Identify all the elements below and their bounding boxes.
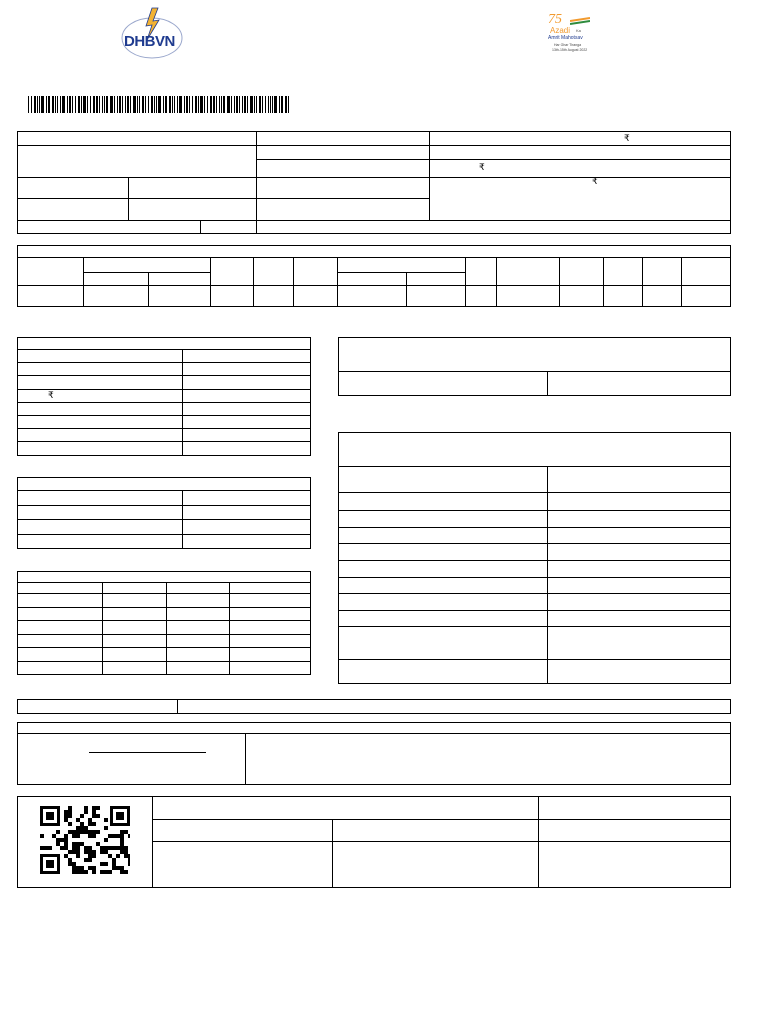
qr-module bbox=[40, 834, 44, 838]
qr-module bbox=[76, 818, 80, 822]
qr-module bbox=[84, 850, 88, 854]
qr-module bbox=[84, 810, 88, 814]
qr-module bbox=[104, 846, 108, 850]
qr-module bbox=[100, 870, 104, 874]
barcode-bar bbox=[52, 96, 54, 113]
barcode-bar bbox=[37, 96, 38, 113]
qr-module bbox=[80, 830, 84, 834]
barcode-bar bbox=[62, 96, 65, 113]
qr-module bbox=[72, 846, 76, 850]
qr-module bbox=[96, 806, 100, 810]
barcode-bar bbox=[60, 96, 61, 113]
amount-in-words-row bbox=[17, 699, 731, 714]
qr-module bbox=[76, 830, 80, 834]
qr-module bbox=[84, 826, 88, 830]
barcode-bar bbox=[265, 96, 266, 113]
barcode-bar bbox=[281, 96, 283, 113]
qr-module bbox=[88, 858, 92, 862]
barcode-bar bbox=[99, 96, 100, 113]
dhbvn-logo-text: DHBVN bbox=[124, 33, 175, 50]
qr-module bbox=[46, 812, 54, 820]
barcode-bar bbox=[195, 96, 197, 113]
barcode-bar bbox=[83, 96, 86, 113]
barcode-bar bbox=[192, 96, 193, 113]
qr-module bbox=[92, 870, 96, 874]
barcode-bar bbox=[137, 96, 138, 113]
barcode-bar bbox=[198, 96, 199, 113]
barcode-bar bbox=[200, 96, 203, 113]
qr-module bbox=[96, 830, 100, 834]
qr-module bbox=[76, 850, 80, 854]
qr-module bbox=[84, 830, 88, 834]
azadi-logo-line3: Amrit Mahotsav bbox=[548, 35, 583, 41]
qr-module bbox=[124, 850, 128, 854]
barcode-bar bbox=[179, 96, 182, 113]
qr-module bbox=[120, 866, 124, 870]
qr-module bbox=[68, 810, 72, 814]
barcode-bar bbox=[127, 96, 129, 113]
qr-module bbox=[88, 850, 92, 854]
qr-module bbox=[108, 846, 112, 850]
barcode-bar bbox=[158, 96, 161, 113]
qr-module bbox=[92, 830, 96, 834]
qr-module bbox=[68, 862, 72, 866]
barcode-bar bbox=[216, 96, 217, 113]
barcode-bar bbox=[272, 96, 273, 113]
qr-module bbox=[116, 834, 120, 838]
qr-module bbox=[92, 822, 96, 826]
qr-module bbox=[76, 834, 80, 838]
barcode-bar bbox=[67, 96, 68, 113]
barcode-bar bbox=[244, 96, 246, 113]
qr-module bbox=[72, 870, 76, 874]
qr-module bbox=[108, 854, 112, 858]
barcode-bar bbox=[102, 96, 103, 113]
qr-module bbox=[72, 842, 76, 846]
barcode-bar bbox=[172, 96, 173, 113]
qr-module bbox=[80, 822, 84, 826]
qr-module bbox=[88, 846, 92, 850]
barcode-bar bbox=[223, 96, 225, 113]
qr-module bbox=[72, 834, 76, 838]
barcode-bar bbox=[122, 96, 123, 113]
qr-module bbox=[120, 838, 124, 842]
qr-module bbox=[100, 846, 104, 850]
qr-module bbox=[76, 854, 80, 858]
barcode-bar bbox=[270, 96, 271, 113]
qr-module bbox=[48, 846, 52, 850]
barcode-bar bbox=[254, 96, 255, 113]
barcode-bar bbox=[268, 96, 270, 113]
qr-module bbox=[108, 834, 112, 838]
barcode-bar bbox=[104, 96, 105, 113]
qr-module bbox=[112, 834, 116, 838]
barcode-bar bbox=[250, 96, 253, 113]
qr-module bbox=[68, 806, 72, 810]
barcode-bar bbox=[57, 96, 58, 113]
qr-module bbox=[46, 860, 54, 868]
qr-module bbox=[120, 870, 124, 874]
consumption-history-table bbox=[17, 571, 311, 675]
qr-module bbox=[128, 834, 130, 838]
qr-module bbox=[80, 826, 84, 830]
qr-module bbox=[64, 838, 68, 842]
qr-module bbox=[92, 814, 96, 818]
qr-module bbox=[120, 842, 124, 846]
qr-module bbox=[128, 854, 130, 858]
qr-module bbox=[100, 850, 104, 854]
qr-module bbox=[104, 826, 108, 830]
qr-module bbox=[76, 826, 80, 830]
qr-module bbox=[92, 834, 96, 838]
qr-module bbox=[112, 846, 116, 850]
barcode-bar bbox=[90, 96, 91, 113]
rupee-symbol: ₹ bbox=[48, 390, 54, 400]
barcode-bar bbox=[34, 96, 36, 113]
qr-module bbox=[116, 866, 120, 870]
qr-module bbox=[84, 870, 88, 874]
qr-module bbox=[108, 870, 112, 874]
barcode-bar bbox=[125, 96, 126, 113]
barcode-bar bbox=[204, 96, 205, 113]
qr-module bbox=[116, 812, 124, 820]
qr-module bbox=[56, 842, 60, 846]
bill-details-table bbox=[17, 337, 311, 456]
barcode-bar bbox=[110, 96, 113, 113]
meter-reading-table bbox=[17, 245, 731, 307]
barcode-bar bbox=[210, 96, 212, 113]
notice-box bbox=[17, 722, 731, 785]
azadi-logo bbox=[540, 12, 602, 56]
azadi-logo-line4: Har Ghar Tiranga bbox=[554, 43, 582, 47]
qr-module bbox=[84, 858, 88, 862]
rupee-symbol: ₹ bbox=[479, 162, 485, 172]
qr-module bbox=[88, 818, 92, 822]
qr-module bbox=[44, 846, 48, 850]
barcode-bar bbox=[96, 96, 98, 113]
qr-module bbox=[64, 834, 68, 838]
qr-module bbox=[64, 810, 68, 814]
barcode-bar bbox=[177, 96, 178, 113]
barcode-bar bbox=[87, 96, 88, 113]
barcode-bar bbox=[236, 96, 238, 113]
azadi-logo-line1: Azadi bbox=[550, 26, 571, 35]
qr-module bbox=[92, 854, 96, 858]
barcode-bar bbox=[93, 96, 95, 113]
qr-module bbox=[104, 850, 108, 854]
barcode-bar bbox=[145, 96, 146, 113]
qr-module bbox=[104, 838, 108, 842]
barcode-bar bbox=[46, 96, 47, 113]
barcode-bar bbox=[154, 96, 155, 113]
qr-module bbox=[96, 814, 100, 818]
qr-module bbox=[56, 830, 60, 834]
qr-module bbox=[92, 810, 96, 814]
qr-module bbox=[120, 846, 124, 850]
rupee-symbol: ₹ bbox=[592, 176, 598, 186]
qr-module bbox=[120, 830, 124, 834]
qr-module bbox=[64, 846, 68, 850]
barcode-bar bbox=[139, 96, 140, 113]
qr-module bbox=[112, 866, 116, 870]
qr-module bbox=[88, 822, 92, 826]
consumer-info-table bbox=[17, 131, 731, 234]
barcode-bar bbox=[256, 96, 257, 113]
barcode-bar bbox=[169, 96, 171, 113]
qr-module bbox=[124, 870, 128, 874]
barcode-bar bbox=[41, 96, 44, 113]
qr-module bbox=[80, 870, 84, 874]
qr-module bbox=[124, 846, 128, 850]
azadi-logo-number: 75 bbox=[548, 12, 562, 27]
qr-module bbox=[64, 814, 68, 818]
payment-info-box bbox=[338, 337, 731, 396]
qr-module bbox=[84, 806, 88, 810]
qr-module bbox=[104, 870, 108, 874]
qr-module bbox=[56, 838, 60, 842]
qr-module bbox=[64, 818, 68, 822]
qr-module bbox=[72, 850, 76, 854]
qr-module bbox=[72, 866, 76, 870]
barcode-bar bbox=[174, 96, 175, 113]
qr-module bbox=[84, 846, 88, 850]
barcode-bar bbox=[72, 96, 73, 113]
qr-module bbox=[64, 842, 68, 846]
qr-module bbox=[68, 858, 72, 862]
barcode-bar bbox=[78, 96, 80, 113]
azadi-logo-line5: 13th-15th August 2022 bbox=[552, 48, 588, 52]
qr-module bbox=[68, 814, 72, 818]
rupee-symbol: ₹ bbox=[624, 133, 630, 143]
barcode-bar bbox=[221, 96, 222, 113]
qr-module bbox=[124, 854, 128, 858]
qr-module bbox=[76, 870, 80, 874]
qr-module bbox=[104, 818, 108, 822]
barcode-bar bbox=[274, 96, 277, 113]
qr-module bbox=[128, 862, 130, 866]
qr-module bbox=[128, 858, 130, 862]
qr-module bbox=[60, 838, 64, 842]
qr-module bbox=[120, 834, 124, 838]
barcode-bar bbox=[285, 96, 287, 113]
qr-code-icon bbox=[40, 806, 130, 874]
qr-module bbox=[88, 854, 92, 858]
qr-module bbox=[68, 850, 72, 854]
qr-module bbox=[80, 842, 84, 846]
barcode-bar bbox=[231, 96, 232, 113]
barcode-bar bbox=[81, 96, 82, 113]
qr-module bbox=[76, 842, 80, 846]
qr-module bbox=[68, 830, 72, 834]
qr-module bbox=[92, 850, 96, 854]
barcode-bar bbox=[165, 96, 167, 113]
qr-module bbox=[100, 862, 104, 866]
barcode-bar bbox=[219, 96, 220, 113]
barcode-bar bbox=[151, 96, 153, 113]
barcode-bar bbox=[119, 96, 121, 113]
qr-module bbox=[96, 842, 100, 846]
barcode-bar bbox=[163, 96, 164, 113]
barcode-bar bbox=[279, 96, 280, 113]
barcode-bar bbox=[39, 96, 40, 113]
qr-module bbox=[124, 830, 128, 834]
barcode-bar bbox=[288, 96, 289, 113]
barcode-bar bbox=[259, 96, 261, 113]
qr-module bbox=[88, 830, 92, 834]
barcode-bar bbox=[75, 96, 76, 113]
barcode-bar bbox=[213, 96, 215, 113]
barcode-bar bbox=[130, 96, 131, 113]
dhbvn-logo bbox=[112, 6, 192, 64]
azadi-ka-amrit-mahotsav-logo-icon bbox=[570, 16, 590, 26]
qr-module bbox=[88, 834, 92, 838]
qr-module bbox=[88, 866, 92, 870]
qr-module bbox=[76, 866, 80, 870]
qr-module bbox=[116, 854, 120, 858]
qr-module bbox=[92, 806, 96, 810]
qr-module bbox=[40, 846, 44, 850]
barcode-bar bbox=[31, 96, 32, 113]
qr-module bbox=[60, 846, 64, 850]
qr-module bbox=[112, 858, 116, 862]
signature-line bbox=[89, 752, 206, 753]
barcode-bar bbox=[234, 96, 235, 113]
barcode-bar bbox=[247, 96, 248, 113]
barcode-bar bbox=[48, 96, 50, 113]
charges-breakup-table bbox=[338, 432, 731, 684]
barcode-bar bbox=[184, 96, 185, 113]
barcode-bar bbox=[186, 96, 188, 113]
qr-module bbox=[52, 834, 56, 838]
barcode-bar bbox=[142, 96, 144, 113]
barcode-bar bbox=[133, 96, 136, 113]
barcode-bar bbox=[227, 96, 230, 113]
barcode-bar bbox=[28, 96, 29, 113]
qr-module bbox=[64, 854, 68, 858]
barcode-bar bbox=[189, 96, 190, 113]
barcode-bar bbox=[156, 96, 157, 113]
barcode-bar bbox=[114, 96, 115, 113]
qr-module bbox=[72, 862, 76, 866]
barcode-bar bbox=[117, 96, 118, 113]
qr-module bbox=[92, 866, 96, 870]
qr-module bbox=[72, 830, 76, 834]
qr-module bbox=[116, 846, 120, 850]
barcode-icon bbox=[28, 96, 290, 113]
qr-module bbox=[120, 850, 124, 854]
qr-module bbox=[80, 814, 84, 818]
qr-module bbox=[68, 822, 72, 826]
qr-module bbox=[112, 862, 116, 866]
arrears-table bbox=[17, 477, 311, 549]
barcode-bar bbox=[262, 96, 263, 113]
barcode-bar bbox=[148, 96, 149, 113]
barcode-bar bbox=[106, 96, 108, 113]
barcode-bar bbox=[55, 96, 56, 113]
barcode-bar bbox=[69, 96, 71, 113]
azadi-logo-line2: Ka bbox=[576, 28, 581, 33]
barcode-bar bbox=[242, 96, 243, 113]
qr-module bbox=[80, 866, 84, 870]
barcode-bar bbox=[207, 96, 208, 113]
qr-module bbox=[76, 846, 80, 850]
qr-module bbox=[104, 862, 108, 866]
barcode-bar bbox=[239, 96, 240, 113]
